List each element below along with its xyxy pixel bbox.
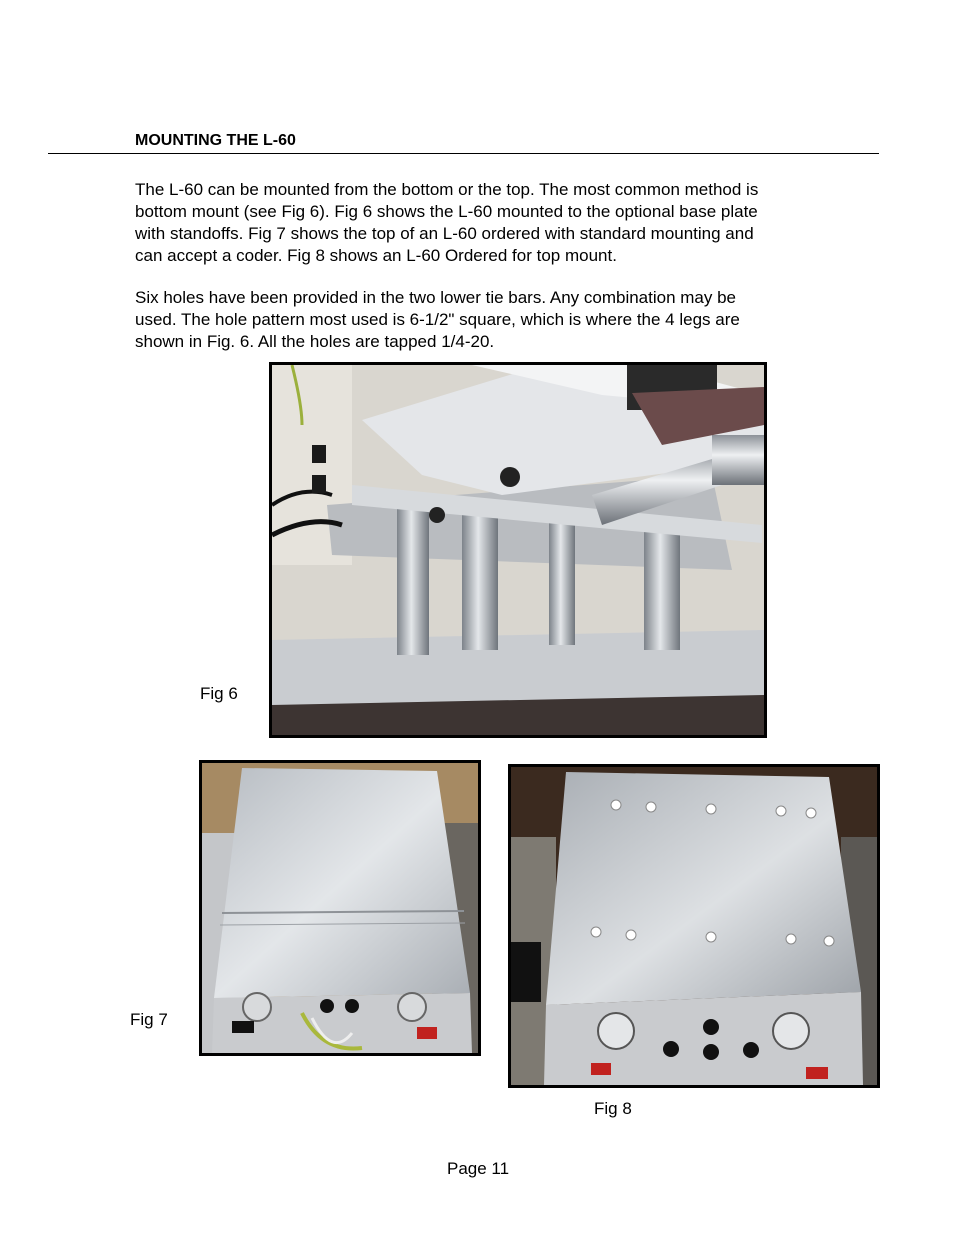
fig7-photo — [199, 760, 481, 1056]
fig8-caption: Fig 8 — [594, 1099, 632, 1118]
paragraph-line: can accept a coder. Fig 8 shows an L-60 Ordered for top mount. — [135, 246, 617, 265]
fig6-caption: Fig 6 — [200, 684, 238, 703]
section-heading: MOUNTING THE L-60 — [135, 132, 296, 149]
paragraph-line: used. The hole pattern most used is 6-1/2" square, which is where the 4 legs are — [135, 310, 740, 329]
holes-paragraph — [135, 287, 855, 353]
fig6-photo — [269, 362, 767, 738]
page-number: Page 11 — [447, 1159, 510, 1178]
paragraph-line: Six holes have been provided in the two lower tie bars. Any combination may be — [135, 288, 737, 307]
paragraph-line: The L-60 can be mounted from the bottom or the top. The most common method is — [135, 180, 759, 199]
intro-paragraph — [135, 179, 855, 267]
paragraph-line: shown in Fig. 6. All the holes are tapped 1/4-20. — [135, 332, 495, 351]
fig7-caption: Fig 7 — [130, 1010, 168, 1029]
paragraph-line: bottom mount (see Fig 6). Fig 6 shows the L-60 mounted to the optional base plate — [135, 202, 758, 221]
paragraph-line: with standoffs. Fig 7 shows the top of an L-60 ordered with standard mounting and — [135, 224, 754, 243]
fig8-photo — [508, 764, 880, 1088]
heading-rule — [48, 153, 879, 154]
